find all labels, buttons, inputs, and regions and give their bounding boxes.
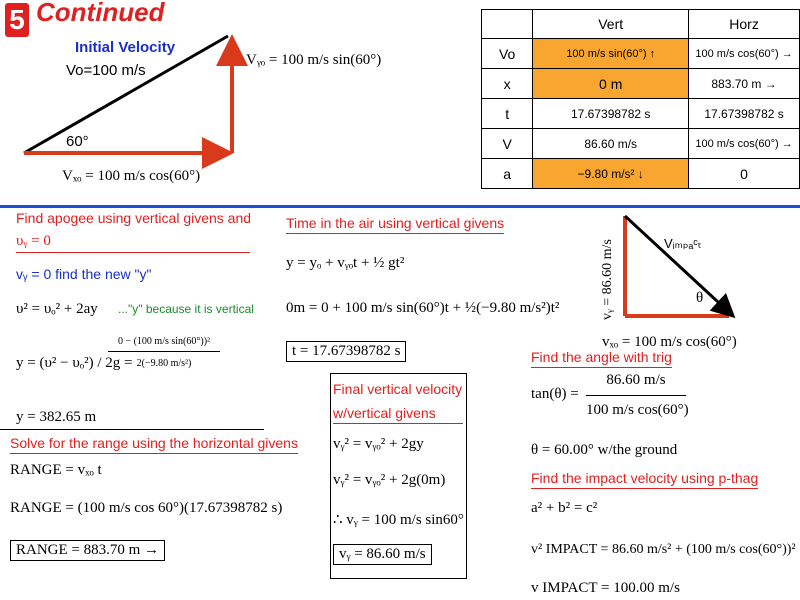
theta-result: θ = 60.00° w/the ground xyxy=(531,442,678,458)
angle-heading: Find the angle with trig xyxy=(531,349,672,368)
apogee-result: y = 382.65 m xyxy=(16,409,97,425)
initial-velocity-heading: Initial Velocity xyxy=(75,39,176,56)
apogee-kinematic: υ² = υₒ² + 2ay xyxy=(16,301,98,317)
final-vert-eq3: ∴ vᵧ = 100 m/s sin60° xyxy=(333,512,464,528)
final-vert-frame xyxy=(330,373,467,579)
range-result: RANGE = 883.70 m → xyxy=(10,540,165,561)
row-label: x xyxy=(482,69,533,99)
row-label: V xyxy=(482,129,533,159)
cell-vert: 100 m/s sin(60°) ↑ xyxy=(533,39,689,69)
row-label: Vo xyxy=(482,39,533,69)
row-label: a xyxy=(482,159,533,189)
impact-base-label: vₓₒ = 100 m/s cos(60°) xyxy=(602,334,737,350)
apogee-denominator: 2(−9.80 m/s²) xyxy=(136,358,192,369)
table-header-vert: Vert xyxy=(533,10,689,39)
table-corner xyxy=(482,10,533,39)
cell-horz: 100 m/s cos(60°) → xyxy=(689,129,800,159)
time-eq1: y = yₒ + vᵧₒt + ½ gt² xyxy=(286,255,405,271)
apogee-fraction xyxy=(108,336,220,369)
tan-denominator: 100 m/s cos(60°) xyxy=(586,402,689,418)
apogee-numerator: 0 − (100 m/s sin(60°))² xyxy=(108,336,220,352)
pthag-heading: Find the impact velocity using p-thag xyxy=(531,470,758,489)
range-divider xyxy=(0,429,264,430)
table-row xyxy=(482,159,800,189)
cell-horz: 100 m/s cos(60°) → xyxy=(689,39,800,69)
cell-horz: 883.70 m → xyxy=(689,69,800,99)
cell-horz: 0 xyxy=(689,159,800,189)
table-row xyxy=(482,129,800,159)
impact-triangle xyxy=(595,212,745,332)
range-eq1: RANGE = vₓₒ t xyxy=(10,462,102,478)
time-heading: Time in the air using vertical givens xyxy=(286,215,504,234)
section-divider xyxy=(0,205,800,208)
cell-vert: −9.80 m/s² ↓ xyxy=(533,159,689,189)
final-vert-eq1: vᵧ² = vᵧₒ² + 2gy xyxy=(333,436,424,452)
tan-fraction xyxy=(586,372,689,419)
cell-vert: 86.60 m/s xyxy=(533,129,689,159)
angle-label: 60° xyxy=(66,133,89,150)
vxo-equation: Vₓₒ = 100 m/s cos(60°) xyxy=(62,168,201,184)
tan-lhs: tan(θ) = xyxy=(531,386,579,402)
pthag-sub: v² IMPACT = 86.60 m/s² + (100 m/s cos(60°))² xyxy=(531,542,796,557)
slide-title: Continued xyxy=(36,0,165,27)
cell-vert: 0 m xyxy=(533,69,689,99)
table-row xyxy=(482,99,800,129)
slide-number-badge: 5 xyxy=(5,3,29,37)
apogee-solve-lhs: y = (υ² − υₒ²) / 2g = xyxy=(16,355,133,371)
pthag-result: v IMPACT = 100.00 m/s xyxy=(531,580,680,596)
final-vert-eq2: vᵧ² = vᵧₒ² + 2g(0m) xyxy=(333,472,446,488)
time-result: t = 17.67398782 s xyxy=(286,341,406,362)
vyo-equation: Vᵧₒ = 100 m/s sin(60°) xyxy=(246,52,382,68)
pthag-eq: a² + b² = c² xyxy=(531,500,598,516)
row-label: t xyxy=(482,99,533,129)
table-row xyxy=(482,39,800,69)
apogee-condition: υᵧ = 0 xyxy=(16,233,250,253)
impact-hyp-label: Vᵢₘₚₐᶜₜ xyxy=(664,236,702,251)
table-header-horz: Horz xyxy=(689,10,800,39)
apogee-note: ..."y" because it is vertical xyxy=(118,302,254,316)
final-vert-result: vᵧ = 86.60 m/s xyxy=(333,544,432,565)
time-eq2: 0m = 0 + 100 m/s sin(60°)t + ½(−9.80 m/s²)t² xyxy=(286,300,560,316)
impact-vertical-label: vᵧ = 86.60 m/s xyxy=(600,239,615,320)
impact-theta: θ xyxy=(696,290,704,306)
table-row xyxy=(482,69,800,99)
final-vert-heading-1: Final vertical velocity xyxy=(333,381,463,397)
givens-table xyxy=(481,9,800,189)
apogee-find-line: vᵧ = 0 find the new "y" xyxy=(16,266,152,282)
final-vert-heading-2: w/vertical givens xyxy=(333,405,463,424)
impact-hypotenuse xyxy=(625,216,731,314)
cell-horz: 17.67398782 s xyxy=(689,99,800,129)
tan-numerator: 86.60 m/s xyxy=(586,372,686,396)
range-heading: Solve for the range using the horizontal givens xyxy=(10,435,298,454)
range-eq2: RANGE = (100 m/s cos 60°)(17.67398782 s) xyxy=(10,500,283,516)
hypotenuse-line xyxy=(24,36,228,153)
cell-vert: 17.67398782 s xyxy=(533,99,689,129)
apogee-heading: Find apogee using vertical givens and xyxy=(16,210,252,226)
vo-label: Vo=100 m/s xyxy=(66,62,146,79)
